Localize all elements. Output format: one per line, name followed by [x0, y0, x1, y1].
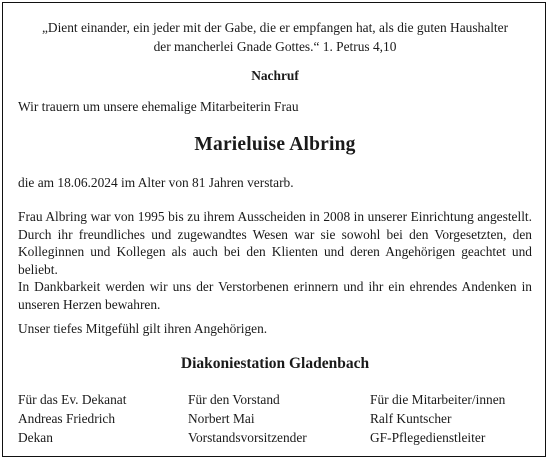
death-date-line: die am 18.06.2024 im Alter von 81 Jahren verstarb.: [18, 175, 294, 190]
tribute-text: [18, 208, 532, 313]
signature-vorstand: [188, 390, 307, 447]
signature-title: GF-Pflegedienstleiter: [370, 430, 486, 445]
intro-text: Wir trauern um unsere ehemalige Mitarbeiterin Frau: [18, 99, 299, 114]
signature-role: Für die Mitarbeiter/innen: [370, 392, 506, 407]
organization-name: Diakoniestation Gladenbach: [180, 355, 370, 372]
notice-heading: Nachruf: [251, 68, 299, 83]
signature-name: Andreas Friedrich: [18, 411, 116, 426]
deceased-name: Marieluise Albring: [194, 134, 356, 155]
bible-quote-line-2: der mancherlei Gnade Gottes.“ 1. Petrus 4,10: [153, 39, 397, 54]
bible-quote-line-1: „Dient einander, ein jeder mit der Gabe, die er empfangen hat, als die guten Haushalter: [41, 20, 509, 35]
signature-name: Norbert Mai: [188, 411, 255, 426]
signature-title: Vorstandsvorsitzender: [188, 430, 307, 445]
signature-role: Für den Vorstand: [188, 392, 280, 407]
condolence-text: Unser tiefes Mitgefühl gilt ihren Angehörigen.: [18, 321, 268, 336]
bible-quote: [0, 18, 550, 56]
signature-mitarbeiter: [370, 390, 505, 447]
signature-dekanat: [18, 390, 126, 447]
tribute-paragraph-1: Frau Albring war von 1995 bis zu ihrem Ausscheiden in 2008 in unserer Einrichtung angestellt. Durch ihr freundliches und zugewandtes Wesen war sie sowohl bei den Vorgesetzten, den Kolleginnen und Kollegen als auch bei den Klienten und deren Angehörigen geachtet und beliebt.: [18, 209, 532, 277]
signature-title: Dekan: [18, 430, 53, 445]
signature-name: Ralf Kuntscher: [370, 411, 452, 426]
signature-role: Für das Ev. Dekanat: [18, 392, 127, 407]
tribute-paragraph-2: In Dankbarkeit werden wir uns der Verstorbenen erinnern und ihr ein ehrendes Andenken in unseren Herzen bewahren.: [18, 279, 532, 312]
